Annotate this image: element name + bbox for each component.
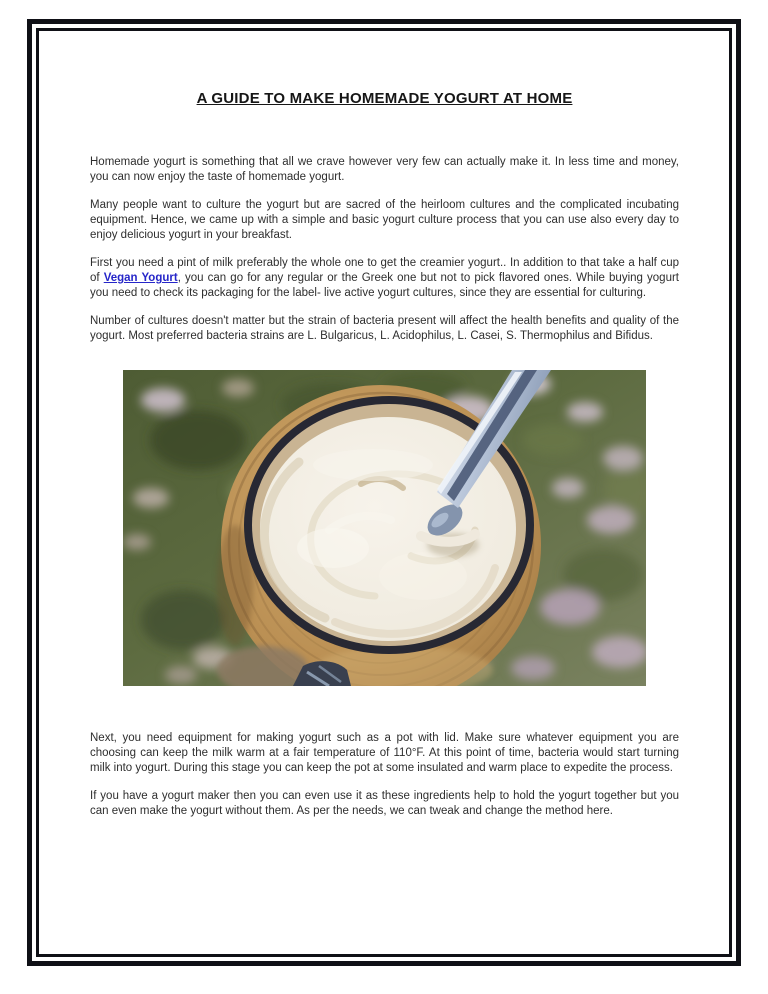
paragraph-yogurt-maker: If you have a yogurt maker then you can even use it as these ingredients help to hold the yogurt together but you can even make the yogurt without them. As per the needs, we can tweak and change the method here. (90, 790, 679, 817)
paragraph-milk-after-link: , you can go for any regular or the Greek one but not to pick flavored ones. While buying yogurt you need to check its packaging for the label- live active yogurt cultures, since they are essential for culturing. (90, 272, 679, 299)
paragraph-equipment: Next, you need equipment for making yogurt such as a pot with lid. Make sure whatever equipment you are choosing can keep the milk warm at a fair temperature of 110°F. At this point of time, bacteria would start turning milk into yogurt. During this stage you can keep the pot at some insulated and warm place to expedite the process. (90, 732, 679, 774)
document-content (90, 0, 679, 819)
paragraph-milk-before-link: First you need a pint of milk preferably the whole one to get the creamier yogurt.. In addition to that take a half cup of (90, 257, 679, 284)
paragraph-culture-process: Many people want to culture the yogurt but are sacred of the heirloom cultures and the complicated incubating equipment. Hence, we came up with a simple and basic yogurt culture process that you can use also every day to enjoy delicious yogurt in your breakfast. (90, 199, 679, 241)
page-title-text: A GUIDE TO MAKE HOMEMADE YOGURT AT HOME (196, 90, 573, 107)
paragraph-bacteria-strains: Number of cultures doesn't matter but the strain of bacteria present will affect the health benefits and quality of the yogurt. Most preferred bacteria strains are L. Bulgaricus, L. Acidophilus, L. Casei, S. Thermophilus and Bifidus. (90, 315, 679, 342)
yogurt-photo-figure (123, 370, 646, 686)
paragraph-intro: Homemade yogurt is something that all we crave however very few can actually make it. In less time and money, you can now enjoy the taste of homemade yogurt. (90, 156, 679, 183)
vegan-yogurt-link[interactable]: Vegan Yogurt (103, 272, 178, 284)
page-title (90, 91, 679, 107)
paragraph-milk-and-starter (90, 256, 679, 301)
yogurt-bowl-photo (123, 370, 646, 686)
